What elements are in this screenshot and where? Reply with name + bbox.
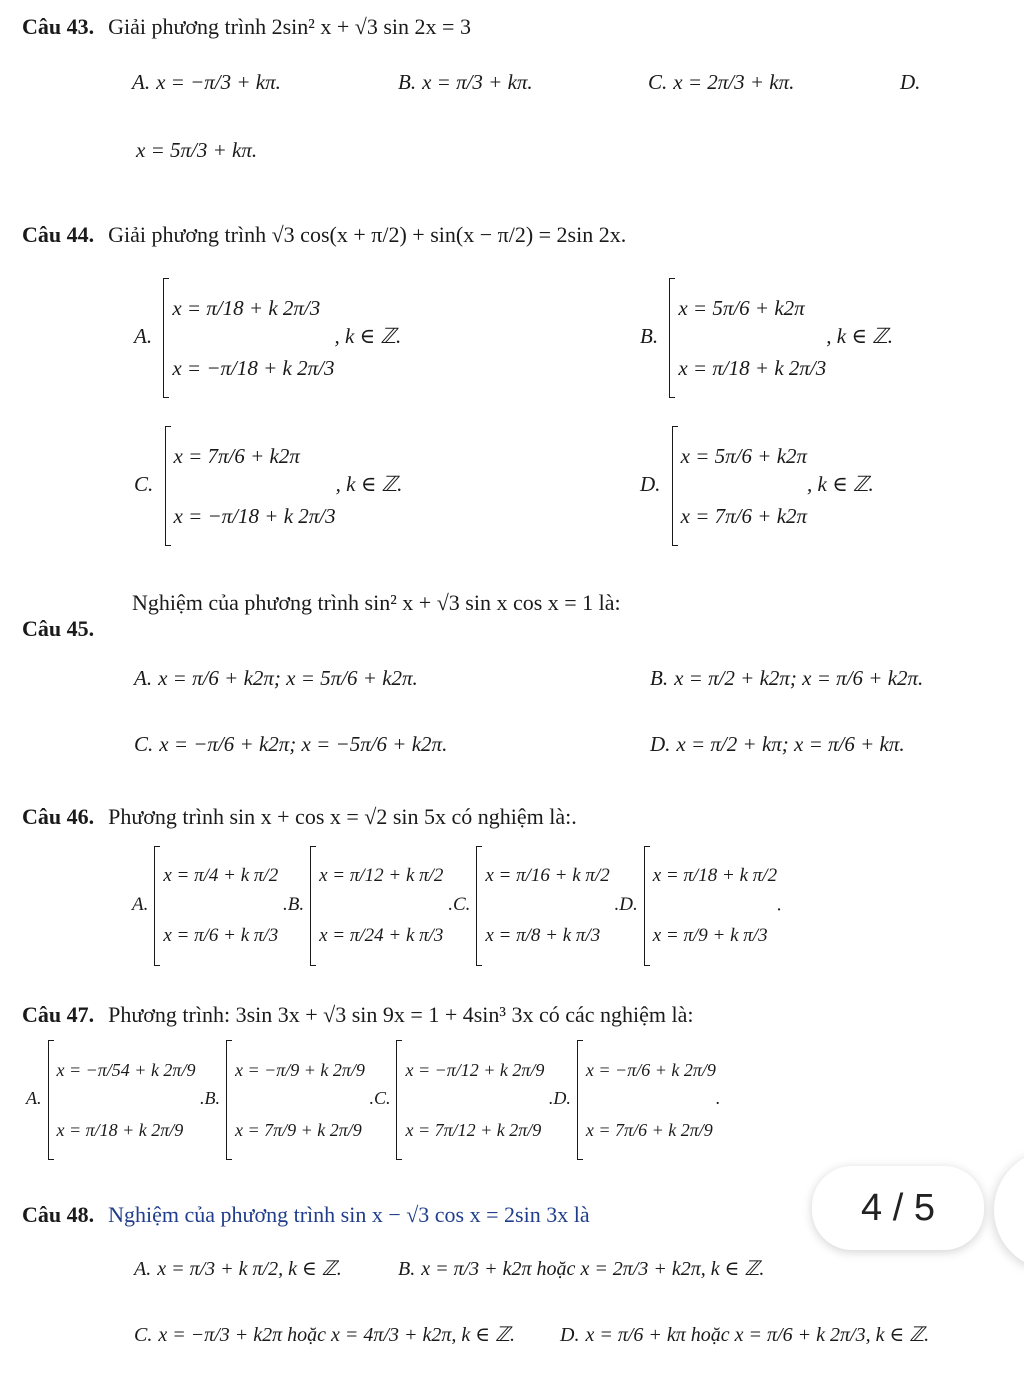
option-c: .C. x = −π/12 + k 2π/9 x = 7π/12 + k 2π/9: [369, 1088, 544, 1108]
question-43: [22, 14, 471, 40]
option-d: D. x = 5π/6 + k2π x = 7π/6 + k2π , k ∈ ℤ.: [640, 426, 874, 546]
option-b: .B. x = π/12 + k π/2 x = π/24 + k π/3: [283, 894, 443, 915]
option-b: .B. x = −π/9 + k 2π/9 x = 7π/9 + k 2π/9: [200, 1088, 365, 1108]
option-c: C. x = −π/6 + k2π; x = −5π/6 + k2π.: [134, 732, 448, 756]
question-44: Câu 44. Giải phương trình √3 cos(x + π/2) + sin(x − π/2) = 2sin 2x.: [22, 222, 627, 247]
option-b: B. x = π/3 + k2π hoặc x = 2π/3 + k2π, k ∈ ℤ.: [398, 1258, 765, 1280]
solution-system: x = 5π/6 + k2π x = π/18 + k 2π/3: [669, 278, 826, 398]
next-page-edge: [994, 1150, 1024, 1270]
option-d: .D. x = π/18 + k π/2 x = π/9 + k π/3: [614, 894, 777, 915]
option-a: A. x = π/3 + k π/2, k ∈ ℤ.: [134, 1258, 342, 1280]
question-46: Câu 46. Phương trình sin x + cos x = √2 sin 5x có nghiệm là:.: [22, 804, 577, 829]
option-a: A. x = −π/54 + k 2π/9 x = π/18 + k 2π/9: [26, 1088, 195, 1108]
option-d-label: D.: [900, 70, 921, 94]
solution-system: x = 5π/6 + k2π x = 7π/6 + k2π: [672, 426, 807, 546]
option-b: B. x = π/3 + kπ.: [398, 70, 533, 94]
question-number: Câu 43.: [22, 14, 95, 39]
question-45-number: Câu 45.: [22, 616, 95, 641]
question-46-options: A. x = π/4 + k π/2 x = π/6 + k π/3 .B. x = π/12 + k π/2 x = π/24 + k π/3 .C. x = π/16 + k π/2 x = π/8 + k π/3 .D. x = π/18 + k π/2 x = π/9 + k π/3 .: [132, 846, 782, 966]
option-d-text: x = 5π/3 + kπ.: [136, 138, 258, 162]
solution-system: x = π/18 + k 2π/3 x = −π/18 + k 2π/3: [163, 278, 334, 398]
option-a: A. x = π/18 + k 2π/3 x = −π/18 + k 2π/3 , k ∈ ℤ.: [134, 278, 401, 398]
question-48: Câu 48. Nghiệm của phương trình sin x − √3 cos x = 2sin 3x là: [22, 1202, 590, 1227]
option-c: C. x = 7π/6 + k2π x = −π/18 + k 2π/3 , k ∈ ℤ.: [134, 426, 402, 546]
option-a: A. x = π/6 + k2π; x = 5π/6 + k2π.: [134, 666, 418, 690]
solution-system: x = 7π/6 + k2π x = −π/18 + k 2π/3: [165, 426, 336, 546]
option-d: D. x = π/6 + kπ hoặc x = π/6 + k 2π/3, k ∈ ℤ.: [560, 1324, 930, 1346]
question-45-text: Nghiệm của phương trình sin² x + √3 sin x cos x = 1 là:: [132, 590, 621, 615]
option-c: .C. x = π/16 + k π/2 x = π/8 + k π/3: [448, 894, 610, 915]
option-d: D. x = π/2 + kπ; x = π/6 + kπ.: [650, 732, 905, 756]
option-c: C. x = 2π/3 + kπ.: [648, 70, 795, 94]
question-47: Câu 47. Phương trình: 3sin 3x + √3 sin 9x = 1 + 4sin³ 3x có các nghiệm là:: [22, 1002, 694, 1027]
option-a: A. x = −π/3 + kπ.: [132, 70, 281, 94]
question-text: Giải phương trình 2sin² x + √3 sin 2x = 3: [108, 14, 471, 39]
option-d: .D. x = −π/6 + k 2π/9 x = 7π/6 + k 2π/9: [549, 1088, 716, 1108]
option-b: B. x = π/2 + k2π; x = π/6 + k2π.: [650, 666, 924, 690]
question-47-options: A. x = −π/54 + k 2π/9 x = π/18 + k 2π/9 .B. x = −π/9 + k 2π/9 x = 7π/9 + k 2π/9 .C. x = −π/12 + k 2π/9 x = 7π/12 + k 2π/9 .D. x = −π/6 + k 2π/9 x = 7π/6 + k 2π/9 .: [26, 1040, 720, 1160]
option-a: A. x = π/4 + k π/2 x = π/6 + k π/3: [132, 894, 278, 915]
page-indicator: 4 / 5: [812, 1166, 984, 1250]
option-b: B. x = 5π/6 + k2π x = π/18 + k 2π/3 , k ∈ ℤ.: [640, 278, 893, 398]
option-c: C. x = −π/3 + k2π hoặc x = 4π/3 + k2π, k ∈ ℤ.: [134, 1324, 515, 1346]
